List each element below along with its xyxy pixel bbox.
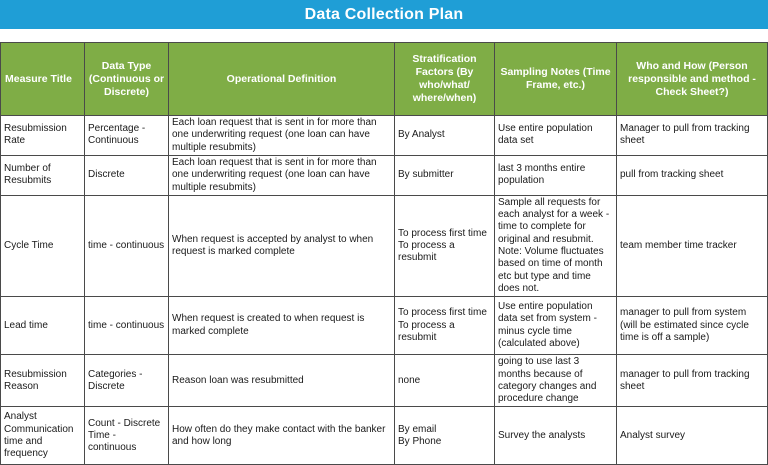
header-line: (Person responsible and	[628, 59, 748, 85]
header-who-and-how	[617, 43, 768, 116]
cell-data-type: time - continuous	[85, 297, 169, 355]
header-line: (Continuous	[88, 72, 151, 85]
cell-data-type: Percentage - Continuous	[85, 116, 169, 156]
header-line: or Discrete)	[104, 72, 165, 98]
cell-who-and-how: Manager to pull from tracking sheet	[617, 116, 768, 156]
page-title: Data Collection Plan	[0, 0, 768, 29]
cell-stratification	[395, 195, 495, 296]
cell-stratification	[395, 155, 495, 195]
header-line: Stratification	[412, 53, 477, 65]
cell-sampling-notes: Use entire population data set	[495, 116, 617, 156]
cell-measure-title: Lead time	[1, 297, 85, 355]
cell-sampling-notes: Use entire population data set from system - minus cycle time (calculated above)	[495, 297, 617, 355]
table-row	[1, 195, 768, 296]
header-line: Data Type	[101, 59, 152, 72]
cell-who-and-how: Analyst survey	[617, 407, 768, 465]
header-line: where/when)	[412, 92, 477, 104]
header-stratification-factors	[395, 43, 495, 116]
table-row	[1, 355, 768, 407]
header-line: (Time Frame, etc.)	[526, 66, 611, 91]
stratification-line: By email	[398, 423, 437, 435]
cell-data-type: Categories - Discrete	[85, 355, 169, 407]
data-collection-plan-table	[0, 42, 768, 465]
cell-who-and-how: manager to pull from tracking sheet	[617, 355, 768, 407]
header-line: method - Check Sheet?)	[655, 72, 756, 98]
cell-sampling-notes: Sample all requests for each analyst for a week - time to complete for original and resubmit. Note: Volume fluctuates based on time of month etc but type and time does not.	[495, 195, 617, 296]
table-row	[1, 116, 768, 156]
cell-sampling-notes: going to use last 3 months because of category changes and procedure change	[495, 355, 617, 407]
cell-operational-definition: Reason loan was resubmitted	[169, 355, 395, 407]
stratification-line: To process first time	[398, 307, 487, 319]
cell-operational-definition: Each loan request that is sent in for more than one underwriting request (one loan can have multiple resubmits)	[169, 116, 395, 156]
cell-operational-definition: When request is created to when request is marked complete	[169, 297, 395, 355]
header-line: Who and How	[636, 59, 706, 72]
header-line: Measure Title	[5, 72, 72, 85]
cell-measure-title: Resubmission Reason	[1, 355, 85, 407]
header-line: Operational Definition	[226, 72, 337, 85]
stratification-line: By submitter	[398, 169, 454, 181]
stratification-line: By Phone	[398, 435, 442, 447]
table-header-row	[1, 43, 768, 116]
table-row	[1, 297, 768, 355]
cell-data-type: time - continuous	[85, 195, 169, 296]
cell-operational-definition: How often do they make contact with the banker and how long	[169, 407, 395, 465]
stratification-line: none	[398, 374, 421, 386]
cell-sampling-notes: Survey the analysts	[495, 407, 617, 465]
header-operational-definition	[169, 43, 395, 116]
stratification-line: To process a resubmit	[398, 319, 455, 343]
cell-who-and-how: pull from tracking sheet	[617, 155, 768, 195]
cell-who-and-how: team member time tracker	[617, 195, 768, 296]
header-line: Sampling Notes	[500, 66, 580, 78]
stratification-line: To process first time	[398, 227, 487, 239]
stratification-line: To process a resubmit	[398, 239, 455, 264]
cell-data-type	[85, 407, 169, 465]
header-sampling-notes	[495, 43, 617, 116]
table-row	[1, 407, 768, 465]
cell-measure-title: Cycle Time	[1, 195, 85, 296]
cell-stratification	[395, 355, 495, 407]
table-row	[1, 155, 768, 195]
header-line: (By who/what/	[419, 66, 474, 91]
cell-sampling-notes: last 3 months entire population	[495, 155, 617, 195]
cell-measure-title: Resubmission Rate	[1, 116, 85, 156]
cell-stratification	[395, 116, 495, 156]
stratification-line: By Analyst	[398, 129, 445, 141]
cell-stratification	[395, 297, 495, 355]
cell-who-and-how: manager to pull from system (will be estimated since cycle time is off a sample)	[617, 297, 768, 355]
cell-stratification	[395, 407, 495, 465]
cell-operational-definition: When request is accepted by analyst to when request is marked complete	[169, 195, 395, 296]
header-measure-title	[1, 43, 85, 116]
cell-data-type: Discrete	[85, 155, 169, 195]
header-data-type	[85, 43, 169, 116]
header-line: Factors	[415, 66, 454, 78]
cell-measure-title: Analyst Communication time and frequency	[1, 407, 85, 465]
data-type-line: Count - Discrete	[88, 417, 161, 429]
cell-measure-title: Number of Resubmits	[1, 155, 85, 195]
data-type-line: Time - continuous	[88, 429, 137, 454]
cell-operational-definition: Each loan request that is sent in for more than one underwriting request (one loan can have multiple resubmits)	[169, 155, 395, 195]
